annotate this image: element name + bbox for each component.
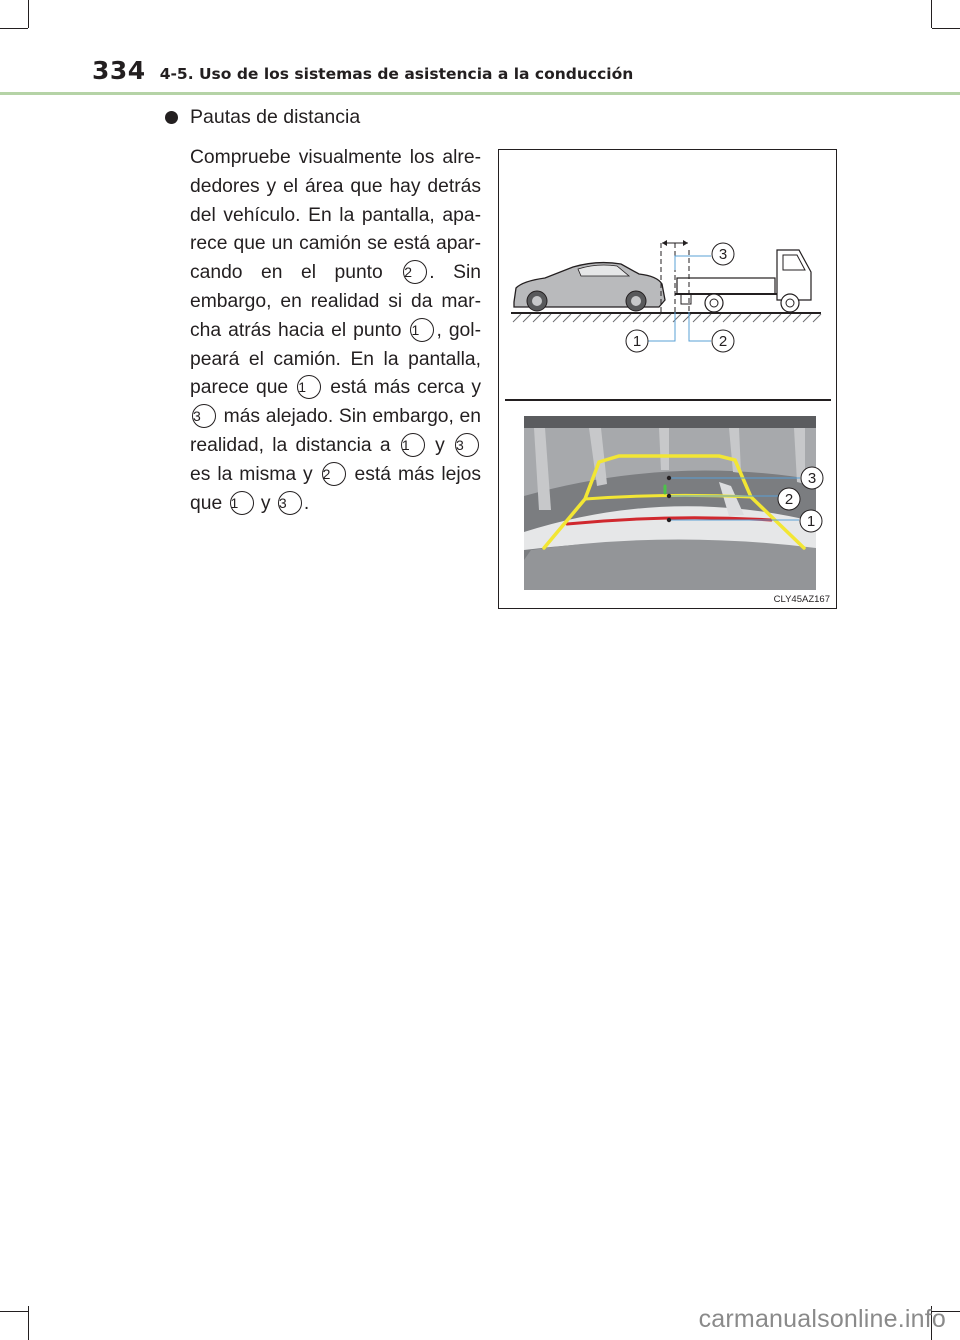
crop-mark <box>931 0 932 28</box>
reference-number: 1 <box>410 318 434 342</box>
crop-mark <box>0 1311 28 1312</box>
text-segment: Compruebe visualmente los alre-dedores y el área que hay detrás del vehículo. En la pantalla, apa-rece que un camión se está apar-cando en el punto <box>190 147 481 284</box>
text-segment: más alejado. Sin embargo, en realidad, la distancia a <box>190 406 481 456</box>
ground-line <box>511 312 821 314</box>
text-segment: , gol-peará el camión. En la pantalla, parece que <box>190 319 481 399</box>
crop-mark <box>932 28 960 29</box>
page-header <box>92 56 633 85</box>
crop-mark <box>0 28 28 29</box>
illustration <box>499 150 836 608</box>
bullet-heading <box>165 106 360 129</box>
callout-number: 1 <box>806 513 816 530</box>
reference-number: 3 <box>278 491 302 515</box>
text-segment: . Sin embargo, en realidad si da mar-cha atrás hacia el punto <box>190 262 481 341</box>
reference-number: 2 <box>322 462 346 486</box>
reference-number: 2 <box>403 260 427 284</box>
section-title: 4-5. Uso de los sistemas de asistencia a la conducción <box>159 65 634 83</box>
crop-mark <box>28 1306 29 1340</box>
header-rule <box>0 92 960 95</box>
callout-number: 1 <box>632 333 642 350</box>
reference-number: 3 <box>192 404 216 428</box>
truck-shape <box>675 250 811 312</box>
page-number: 334 <box>92 56 146 85</box>
distance-guide-figure <box>498 149 837 609</box>
callout-number: 2 <box>784 491 794 508</box>
body-paragraph <box>190 144 481 518</box>
ground-hatch <box>513 314 821 322</box>
crop-mark <box>28 0 29 28</box>
text-segment: está más cerca y <box>323 377 481 399</box>
callout-number: 2 <box>718 333 728 350</box>
bullet-icon <box>165 111 178 124</box>
text-segment: es la misma y <box>190 463 320 485</box>
callout-number: 3 <box>807 470 817 487</box>
text-segment: y <box>426 434 454 456</box>
reference-number: 1 <box>230 491 254 515</box>
watermark: carmanualsonline.info <box>698 1305 946 1333</box>
car-shape <box>514 263 665 311</box>
reference-number: 3 <box>455 433 479 457</box>
callout-number: 3 <box>718 246 728 263</box>
bullet-title: Pautas de distancia <box>190 106 361 128</box>
figure-divider <box>505 399 831 401</box>
reference-number: 1 <box>297 375 321 399</box>
text-segment: y <box>255 492 276 514</box>
reference-number: 1 <box>401 433 425 457</box>
figure-code: CLY45AZ167 <box>773 594 830 605</box>
text-segment: . <box>303 492 310 514</box>
text-segment: está más lejos que <box>190 463 481 514</box>
camera-view <box>524 416 816 590</box>
